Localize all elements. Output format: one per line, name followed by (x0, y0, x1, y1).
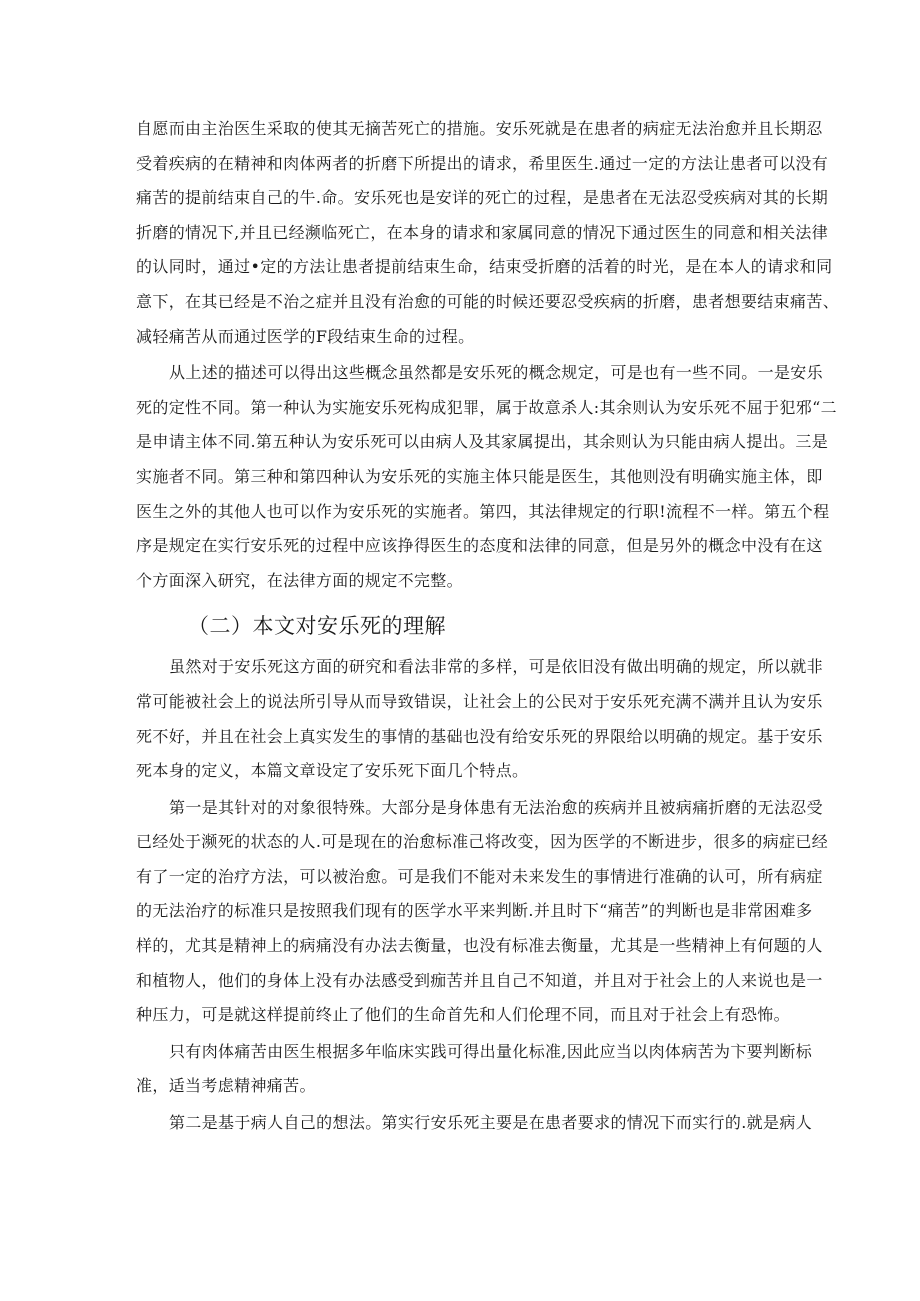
text-line: 痛苦的提前结束自己的牛.命。安乐死也是安详的死亡的过程，是患者在无法忍受疾病对其的长期 (136, 188, 829, 208)
text-line: 折磨的情况下,并且已经濒临死亡，在本身的请求和家属同意的情况下通过医生的同意和相关法律 (136, 222, 829, 242)
paragraph-understanding (136, 650, 824, 788)
text-line: 和植物人，他们的身体上没有办法感受到痂苦并且自己不知道，并且对于社会上的人来说也是一 (136, 970, 823, 990)
text-line: 意下，在其已经是不治之症并且没有治愈的可能的时候还要忍受疾病的折磨，患者想要结束痛苦、 (136, 291, 840, 311)
text-line: 有了一定的治疗方法，可以被治愈。可是我们不能对未来发生的事情进行准确的认可，所有病症 (136, 866, 823, 886)
text-line: 减轻痛苦从而通过医学的F段结束生命的过程。 (136, 326, 475, 346)
text-line: 样的，尤其是精神上的病痛没有办法去衡量，也没有标准去衡量，尤其是一些精神上有何题的人 (136, 936, 823, 956)
paragraph-physical-pain (136, 1035, 813, 1104)
text-line: 死的定性不同。第一种认为实施安乐死构成犯罪，属于故意杀人:其余则认为安乐死不屈于犯邪“二 (136, 397, 837, 417)
text-line: 是申请主体不同.第五种认为安乐死可以由病人及其家属提出，其余则认为只能由病人提出。三是 (136, 432, 829, 452)
text-line: 种压力，可是就这样提前终止了他们的生命首先和人们伦理不同，而且对于社会上有恐怖。 (136, 1005, 791, 1025)
text-line: 死不好，并且在社会上真实发生的事情的基础也没有给安乐死的界限给以明确的规定。基于安乐 (136, 726, 823, 746)
text-line: 的认同时，通过•定的方法让患者提前结束生命，结束受折磨的活着的时光，是在本人的请求和同 (136, 257, 833, 277)
text-line: 第二是基于病人自己的想法。第实行安乐死主要是在患者要求的情况下而实行的.就是病人 (169, 1113, 813, 1133)
paragraph-comparison (136, 356, 837, 598)
text-line: 虽然对于安乐死这方面的研究和看法非常的多样，可是依旧没有做出明确的规定，所以就非 (169, 657, 824, 677)
text-line: 序是规定在实行安乐死的过程中应该挣得医生的态度和法律的同意，但是另外的概念中没有在这 (136, 536, 823, 556)
paragraph-first-feature (136, 791, 829, 1033)
section-heading: （二）本文对安乐死的理解 (188, 614, 446, 639)
document-page (136, 112, 840, 1141)
text-line: 第一是其针对的对象很特殊。大部分是身体患有无法治愈的疾病并且被病痛折磨的无法忍受 (169, 797, 824, 817)
text-line: 只有肉体痛苦由医生根据多年临床实践可得出量化标准,因此应当以肉体病苦为卞要判断标 (169, 1041, 813, 1061)
text-line: 自愿而由主治医生采取的使其无摘苦死亡的措施。安乐死就是在患者的病症无法治愈并且长期忍 (136, 119, 823, 138)
paragraph-definition (136, 112, 840, 354)
text-line: 医生之外的其他人也可以作为安乐死的实施者。第四，其法律规定的行职!流程不一样。第五个程 (136, 501, 830, 521)
paragraph-second-feature (136, 1106, 813, 1141)
text-line: 已经处于濒死的状态的人.可是现在的治愈标准己将改变，因为医学的不断进步，很多的病症已经 (136, 832, 829, 852)
text-line: 死本身的定义，本篇文章设定了安乐死下面几个特点。 (136, 761, 529, 781)
text-line: 受着疾病的在精神和肉体两者的折磨下所提出的请求，希里医生.通过一定的方法让患者可以没有 (136, 153, 829, 173)
text-line: 的无法治疗的标准只是按照我们现有的医学水平来判断.并且时下“痛苦”的判断也是非常困难多 (136, 901, 813, 921)
text-line: 个方面深入研究，在法律方面的规定不完整。 (136, 570, 464, 590)
text-line: 从上述的描述可以得出这些概念虽然都是安乐死的概念规定，可是也有一些不同。一是安乐 (169, 363, 824, 383)
text-line: 准，适当考虑精神痛苦。 (136, 1076, 316, 1096)
text-line: 实施者不同。第三种和第四种认为安乐死的实施主体只能是医生，其他则没有明确实施主体，即 (136, 466, 823, 486)
text-line: 常可能被社会上的说法所引导从而导致错误，让社会上的公民对于安乐死充满不满并且认为安乐 (136, 691, 823, 711)
